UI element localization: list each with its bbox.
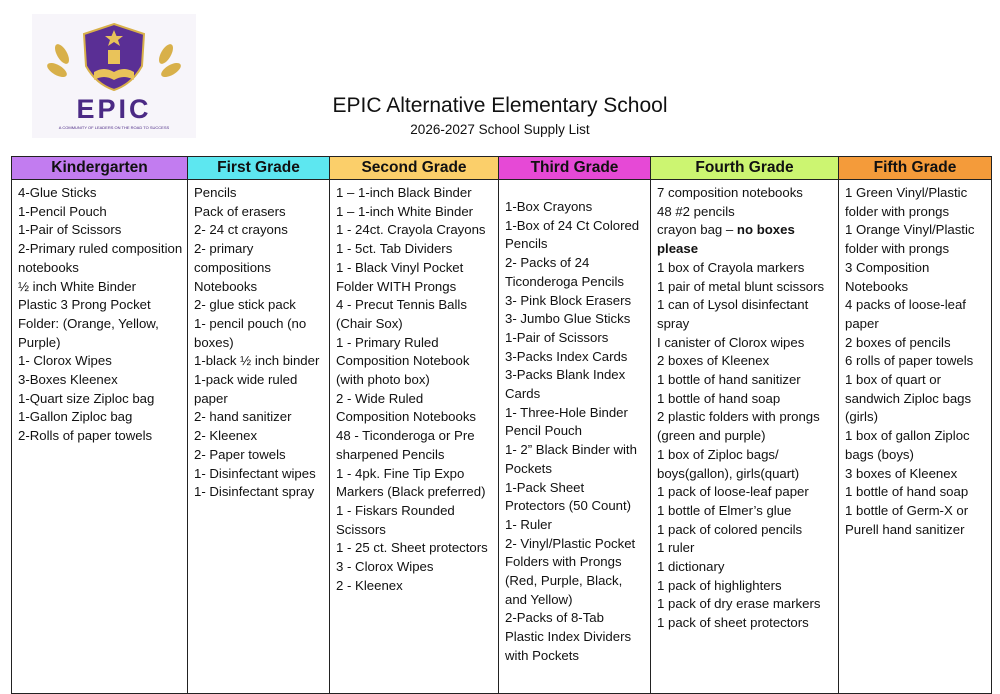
fifth-grade-list xyxy=(839,180,992,694)
list-item: 1 pack of colored pencils xyxy=(657,521,803,537)
list-item: 3- Jumbo Glue Sticks xyxy=(505,311,631,327)
list-item: 1 box of Crayola markers xyxy=(657,259,805,275)
list-item: 1-Gallon Ziploc bag xyxy=(18,409,133,425)
list-item: 1- Ruler xyxy=(505,516,552,532)
list-item: 2- Paper towels xyxy=(194,446,286,462)
list-item: 1 pack of dry erase markers xyxy=(657,596,821,612)
list-item: 2 - Wide Ruled Composition Notebooks xyxy=(336,390,477,425)
list-item: 2-Primary ruled composition notebooks xyxy=(18,241,186,275)
second-grade-list xyxy=(330,180,499,694)
list-item: 3-Packs Blank Index Cards xyxy=(505,367,629,402)
crayon-bag-text: crayon bag – xyxy=(657,222,737,238)
list-item: 1 - 4pk. Fine Tip Expo Markers (Black preferred) xyxy=(336,465,486,500)
list-item: 1 bottle of hand sanitizer xyxy=(657,372,801,388)
list-item: 1-pack wide ruled paper xyxy=(194,372,302,406)
list-item xyxy=(657,221,834,258)
list-item: 2 plastic folders with prongs (green and purple) xyxy=(657,409,824,444)
list-item: 1-Box of 24 Ct Colored Pencils xyxy=(505,217,643,252)
list-item: 2- 24 ct crayons xyxy=(194,222,288,238)
header-first-grade: First Grade xyxy=(188,157,330,180)
list-item: 1 dictionary xyxy=(657,559,725,575)
header-second-grade: Second Grade xyxy=(330,157,499,180)
list-item: 1 ruler xyxy=(657,540,695,556)
list-item: 1 – 1-inch Black Binder xyxy=(336,185,472,200)
list-item: Pack of erasers xyxy=(194,203,286,219)
list-item: 1 pack of sheet protectors xyxy=(657,615,809,631)
list-item: 1 - 5ct. Tab Dividers xyxy=(336,241,453,257)
list-item: 2 - Kleenex xyxy=(336,577,403,593)
grade-header-row xyxy=(12,157,992,180)
list-item: 3- Pink Block Erasers xyxy=(505,292,632,308)
list-item: 1- Three-Hole Binder Pencil Pouch xyxy=(505,404,632,439)
no-boxes-note: no boxes please xyxy=(657,222,799,257)
list-item: 1- 2” Black Binder with Pockets xyxy=(505,442,641,476)
list-item: 1 bottle of hand soap xyxy=(657,390,781,406)
list-item: 2 boxes of pencils xyxy=(845,334,951,350)
list-item: 1 pair of metal blunt scissors xyxy=(657,278,825,294)
list-item: 4 - Precut Tennis Balls (Chair Sox) xyxy=(336,297,471,331)
list-item: 1 box of Ziploc bags/ boys(gallon), girls(quart) xyxy=(657,446,800,481)
list-item: 3 Composition Notebooks xyxy=(845,259,933,294)
list-item: 1 pack of highlighters xyxy=(657,577,782,593)
list-item: 1 - 25 ct. Sheet protectors xyxy=(336,540,488,556)
list-item: Plastic 3 Prong Pocket Folder: (Orange, Yellow, Purple) xyxy=(18,297,163,350)
list-item: 1-Box Crayons xyxy=(505,199,593,214)
list-item: 1 - 24ct. Crayola Crayons xyxy=(336,222,486,238)
first-grade-list xyxy=(188,180,330,694)
list-item: 48 - Ticonderoga or Pre sharpened Pencils xyxy=(336,428,479,462)
logo-wordmark: EPIC xyxy=(76,94,152,124)
list-item: 1 Orange Vinyl/Plastic folder with prongs xyxy=(845,222,979,257)
list-item: 2- hand sanitizer xyxy=(194,409,292,425)
list-item: 1-Pair of Scissors xyxy=(505,329,609,345)
fourth-grade-list xyxy=(651,180,839,694)
list-item: 48 #2 pencils xyxy=(657,203,735,219)
list-item: 1-Quart size Ziploc bag xyxy=(18,390,155,406)
list-item: 1 box of gallon Ziploc bags (boys) xyxy=(845,428,974,462)
header-third-grade: Third Grade xyxy=(499,157,651,180)
list-item: 1- Clorox Wipes xyxy=(18,353,112,369)
list-item: 6 rolls of paper towels xyxy=(845,353,974,369)
supply-row xyxy=(12,180,992,694)
spacer xyxy=(505,184,646,198)
list-item: 3 - Clorox Wipes xyxy=(336,559,434,575)
list-item: 1-Pencil Pouch xyxy=(18,203,107,219)
list-item: 1 - Fiskars Rounded Scissors xyxy=(336,502,459,537)
list-item: 1-black ½ inch binder xyxy=(194,353,320,369)
list-item: 1 box of quart or sandwich Ziploc bags (girls) xyxy=(845,372,975,425)
list-item: 2- Packs of 24 Ticonderoga Pencils xyxy=(505,255,624,289)
list-item: Pencils xyxy=(194,185,237,200)
list-item: 1-Pack Sheet Protectors (50 Count) xyxy=(505,479,632,514)
list-item: 2-Packs of 8-Tab Plastic Index Dividers with Pockets xyxy=(505,610,635,663)
list-item: 1 pack of loose-leaf paper xyxy=(657,484,809,500)
header-kindergarten: Kindergarten xyxy=(12,157,188,180)
list-item: 1-Pair of Scissors xyxy=(18,222,122,238)
list-item: 1 bottle of Germ-X or Purell hand sanitizer xyxy=(845,502,972,537)
list-item: 2-Rolls of paper towels xyxy=(18,428,153,444)
list-item: 4 packs of loose-leaf paper xyxy=(845,297,970,331)
list-item: 1 Green Vinyl/Plastic folder with prongs xyxy=(845,185,971,219)
list-item: 3 boxes of Kleenex xyxy=(845,465,958,481)
list-item: I canister of Clorox wipes xyxy=(657,334,805,350)
supply-list-table xyxy=(11,156,992,694)
list-item: 2- glue stick pack xyxy=(194,297,296,313)
list-item: 1 - Black Vinyl Pocket Folder WITH Prongs xyxy=(336,259,467,294)
kindergarten-list xyxy=(12,180,188,694)
list-item: 1- pencil pouch (no boxes) xyxy=(194,315,310,350)
list-item: 2- Kleenex xyxy=(194,428,258,444)
list-item: 2- Vinyl/Plastic Pocket Folders with Prongs (Red, Purple, Black, and Yellow) xyxy=(505,535,639,607)
list-item: 1 - Primary Ruled Composition Notebook (with photo box) xyxy=(336,334,474,388)
list-item: 1 bottle of hand soap xyxy=(845,484,969,500)
list-item: 4-Glue Sticks xyxy=(18,185,97,200)
header-fifth-grade: Fifth Grade xyxy=(839,157,992,180)
page-title: EPIC Alternative Elementary School xyxy=(332,94,668,117)
list-item: 1 – 1-inch White Binder xyxy=(336,203,474,219)
list-item: 7 composition notebooks xyxy=(657,185,803,200)
list-item: 1 bottle of Elmer’s glue xyxy=(657,502,792,518)
page-subtitle: 2026-2027 School Supply List xyxy=(410,122,590,137)
list-item: 2- primary compositions Notebooks xyxy=(194,241,275,294)
list-item: 1- Disinfectant wipes 1- Disinfectant spray xyxy=(194,465,320,500)
header-fourth-grade: Fourth Grade xyxy=(651,157,839,180)
list-item: 3-Boxes Kleenex xyxy=(18,372,118,388)
third-grade-list xyxy=(499,180,651,694)
list-item: 3-Packs Index Cards xyxy=(505,348,628,364)
school-logo xyxy=(32,14,196,138)
list-item: 1 can of Lysol disinfectant spray xyxy=(657,297,812,331)
list-item: ½ inch White Binder xyxy=(18,278,137,294)
list-item: 2 boxes of Kleenex xyxy=(657,353,770,369)
logo-tagline: A COMMUNITY OF LEADERS ON THE ROAD TO SUCCESS xyxy=(58,125,170,130)
